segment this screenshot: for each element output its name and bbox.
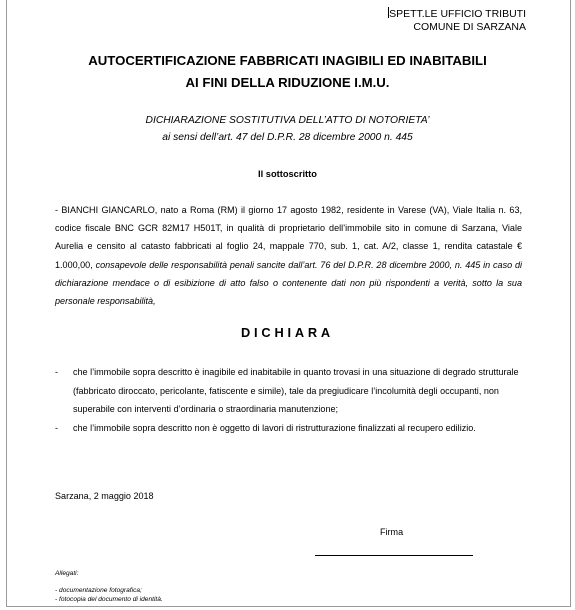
declare-heading: DICHIARA	[241, 325, 334, 340]
attachments-title: Allegati:	[55, 570, 79, 577]
title-line-2: AI FINI DELLA RIDUZIONE I.M.U.	[185, 75, 390, 90]
document-title	[0, 50, 575, 94]
declaration-text: che l’immobile sopra descritto è inagibile ed inabitabile in quanto trovasi in una situazione di degrado strutturale (fabbricato diroccato, pericolante, fatiscente e simile), tale da pregiudicare l’incolumità degli occupanti, non superabile con interventi d’ordinaria o straordinaria manutenzione;	[73, 367, 519, 414]
undersigned-heading: Il sottoscritto	[258, 169, 317, 179]
signature-label: Firma	[380, 527, 404, 537]
declaration-list	[55, 363, 525, 437]
attachment-item: - documentazione fotografica;	[55, 587, 142, 594]
subtitle-line-2: ai sensi dell’art. 47 del D.P.R. 28 dicembre 2000 n. 445	[162, 132, 413, 143]
list-dash: -	[55, 367, 59, 377]
document-subtitle	[0, 112, 575, 146]
declaration-item	[55, 363, 525, 419]
declarant-paragraph	[55, 201, 522, 310]
declarant-liability: consapevole delle responsabilità penali sancite dall’art. 76 del D.P.R. 28 dicembre 2000, n. 445 in caso di dichiarazione mendace o di esibizione di atto falso o contenente dati non più rispondenti a verità, sotto la sua personale responsabilità,	[55, 259, 523, 307]
attachments-list	[55, 586, 163, 604]
list-dash: -	[55, 422, 59, 433]
signature-line	[315, 555, 473, 556]
declaration-text: che l’immobile sopra descritto non è oggetto di lavori di ristrutturazione finalizzati al recupero edilizio.	[73, 422, 476, 433]
declaration-item	[55, 419, 525, 438]
attachment-item: - fotocopia del documento di identità.	[55, 596, 163, 603]
title-line-1: AUTOCERTIFICAZIONE FABBRICATI INAGIBILI ED INABITABILI	[88, 53, 487, 68]
declarant-details: - BIANCHI GIANCARLO, nato a Roma (RM) il giorno 17 agosto 1982, residente in Varese (VA), Viale Italia n. 63, codice fiscale BNC GCR 82M17 H501T, in qualità di proprietario dell’immobile sito in comune di Sarzana, Viale Aurelia e censito al catasto fabbricati al foglio 24, mappale 770, sub. 1, cat. A/2, classe 1, rendita catastale € 1.000,00,	[55, 205, 522, 270]
recipient-municipality: COMUNE DI SARZANA	[413, 21, 526, 33]
subtitle-line-1: DICHIARAZIONE SOSTITUTIVA DELL’ATTO DI NOTORIETA’	[145, 115, 430, 126]
recipient-office: SPETT.LE UFFICIO TRIBUTI	[389, 8, 526, 20]
place-date: Sarzana, 2 maggio 2018	[55, 491, 154, 501]
recipient-block	[366, 7, 526, 34]
